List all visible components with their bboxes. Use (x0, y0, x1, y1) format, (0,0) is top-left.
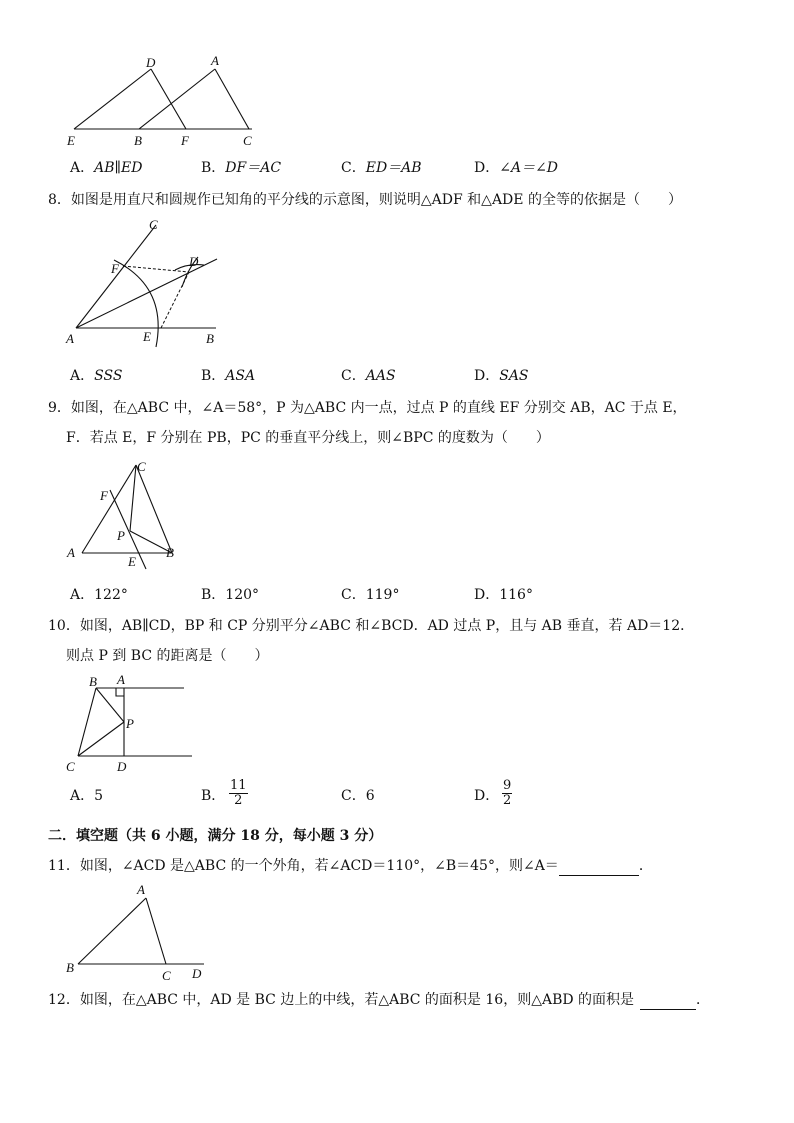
q7-option-b[interactable] (201, 158, 281, 178)
q8-option-d[interactable] (474, 366, 529, 386)
q10-option-a[interactable] (70, 786, 103, 806)
q9-stem-line2: F．若点 E，F 分别在 PB，PC 的垂直平分线上，则∠BPC 的度数为（ ） (66, 430, 550, 446)
q9-option-d-text: 116° (499, 587, 533, 603)
q10-stem-line2: 则点 P 到 BC 的距离是（ ） (66, 648, 269, 664)
q11-stem: 11．如图，∠ACD 是△ABC 的一个外角，若∠ACD＝110°，∠B＝45°，则∠A＝ (48, 858, 559, 874)
q10-option-c[interactable] (341, 786, 375, 806)
q9-option-a[interactable] (70, 585, 128, 605)
q9-figure (60, 455, 190, 575)
q8-label-a: A (66, 331, 74, 346)
q9-option-c-text: 119° (365, 587, 400, 603)
q7-figure (60, 50, 280, 150)
q8-option-a[interactable] (70, 366, 122, 386)
q8-label-e: E (143, 329, 151, 344)
q8-figure (60, 215, 230, 350)
q11-label-b: B (66, 960, 74, 975)
q10-option-a-letter: A． (70, 788, 95, 804)
q7-option-b-text: DF＝AC (225, 160, 282, 176)
q9-option-b-text: 120° (225, 587, 260, 603)
q10-option-b-letter: B． (201, 788, 226, 804)
q9-option-b[interactable] (201, 585, 259, 605)
q7-label-c: C (243, 133, 252, 148)
q9-label-f: F (100, 488, 108, 503)
q10-stem-line1: 10．如图，AB∥CD，BP 和 CP 分别平分∠ABC 和∠BCD．AD 过点 P，且与 AB 垂直，若 AD＝12． (48, 618, 695, 634)
q9-label-p: P (117, 528, 125, 543)
q9-label-c: C (137, 459, 146, 474)
q10-option-d-fraction (502, 779, 512, 808)
q8-label-f: F (111, 261, 119, 276)
q9-stem-line1: 9．如图，在△ABC 中，∠A＝58°，P 为△ABC 内一点，过点 P 的直线 EF 分别交 AB，AC 于点 E， (48, 400, 687, 416)
q12-tail: ． (696, 992, 711, 1008)
q9-option-c-letter: C． (341, 587, 366, 603)
q7-option-b-letter: B． (201, 160, 226, 176)
q10-option-b[interactable] (201, 786, 225, 806)
q8-option-c-letter: C． (341, 368, 366, 384)
q8-option-a-letter: A． (70, 368, 95, 384)
q12-answer-blank[interactable] (640, 993, 696, 1010)
q7-label-b: B (134, 133, 142, 148)
q10-option-a-text: 5 (94, 788, 104, 804)
q10-option-c-text: 6 (365, 788, 375, 804)
q7-label-a: A (211, 53, 219, 68)
q7-option-a-letter: A． (70, 160, 95, 176)
q7-label-f: F (181, 133, 189, 148)
q10-label-c: C (66, 759, 75, 774)
q10-figure (60, 672, 200, 777)
q7-option-d-text: ∠A＝∠D (499, 160, 559, 176)
q7-label-e: E (67, 133, 75, 148)
q9-option-d-letter: D． (474, 587, 500, 603)
q10-label-d: D (117, 759, 127, 774)
q8-label-b: B (206, 331, 214, 346)
q7-option-c-letter: C． (341, 160, 366, 176)
q12-line (48, 990, 710, 1010)
q7-option-c-text: ED＝AB (365, 160, 422, 176)
q8-option-b-letter: B． (201, 368, 226, 384)
q12-stem: 12．如图，在△ABC 中，AD 是 BC 边上的中线，若△ABC 的面积是 16，则△ABD 的面积是 (48, 992, 635, 1008)
q8-option-b-text: ASA (225, 368, 256, 384)
q10-option-d-letter: D． (474, 788, 500, 804)
section-2-heading: 二．填空题（共 6 小题，满分 18 分，每小题 3 分） (48, 828, 383, 844)
q11-figure (60, 880, 220, 985)
q8-option-c-text: AAS (365, 368, 396, 384)
q11-answer-blank[interactable] (559, 859, 639, 876)
q11-tail: ． (638, 858, 653, 874)
q8-option-d-text: SAS (499, 368, 529, 384)
q7-option-d[interactable] (474, 158, 558, 178)
q7-option-d-letter: D． (474, 160, 500, 176)
q8-option-d-letter: D． (474, 368, 500, 384)
q9-option-d[interactable] (474, 585, 533, 605)
q7-label-d: D (146, 55, 156, 70)
q8-label-d: D (189, 254, 199, 269)
q11-line (48, 856, 653, 876)
q10-label-p: P (126, 716, 134, 731)
q10-option-d-denominator: 2 (503, 793, 512, 808)
q10-label-a: A (117, 672, 125, 687)
q10-option-b-numerator: 11 (230, 778, 247, 793)
q9-option-c[interactable] (341, 585, 399, 605)
q10-label-b: B (89, 674, 97, 689)
q8-option-c[interactable] (341, 366, 396, 386)
q11-label-c: C (162, 968, 171, 983)
q10-option-c-letter: C． (341, 788, 366, 804)
q11-label-a: A (137, 882, 145, 897)
q9-label-e: E (128, 554, 136, 569)
q8-option-b[interactable] (201, 366, 255, 386)
q7-option-a[interactable] (70, 158, 142, 178)
q10-option-d[interactable] (474, 786, 499, 806)
q8-option-a-text: SSS (94, 368, 123, 384)
q7-option-c[interactable] (341, 158, 422, 178)
q8-label-c: C (149, 217, 158, 232)
q9-option-b-letter: B． (201, 587, 226, 603)
q9-label-b: B (166, 545, 174, 560)
q8-stem: 8．如图是用直尺和圆规作已知角的平分线的示意图，则说明△ADF 和△ADE 的全等的依据是（ ） (48, 192, 682, 208)
q7-option-a-text: AB∥ED (94, 160, 143, 176)
q9-option-a-text: 122° (94, 587, 128, 603)
q10-option-d-numerator: 9 (503, 778, 512, 793)
q9-label-a: A (67, 545, 75, 560)
q9-option-a-letter: A． (70, 587, 95, 603)
q10-option-b-fraction (229, 779, 248, 808)
q10-option-b-denominator: 2 (234, 793, 243, 808)
q11-label-d: D (192, 966, 202, 981)
